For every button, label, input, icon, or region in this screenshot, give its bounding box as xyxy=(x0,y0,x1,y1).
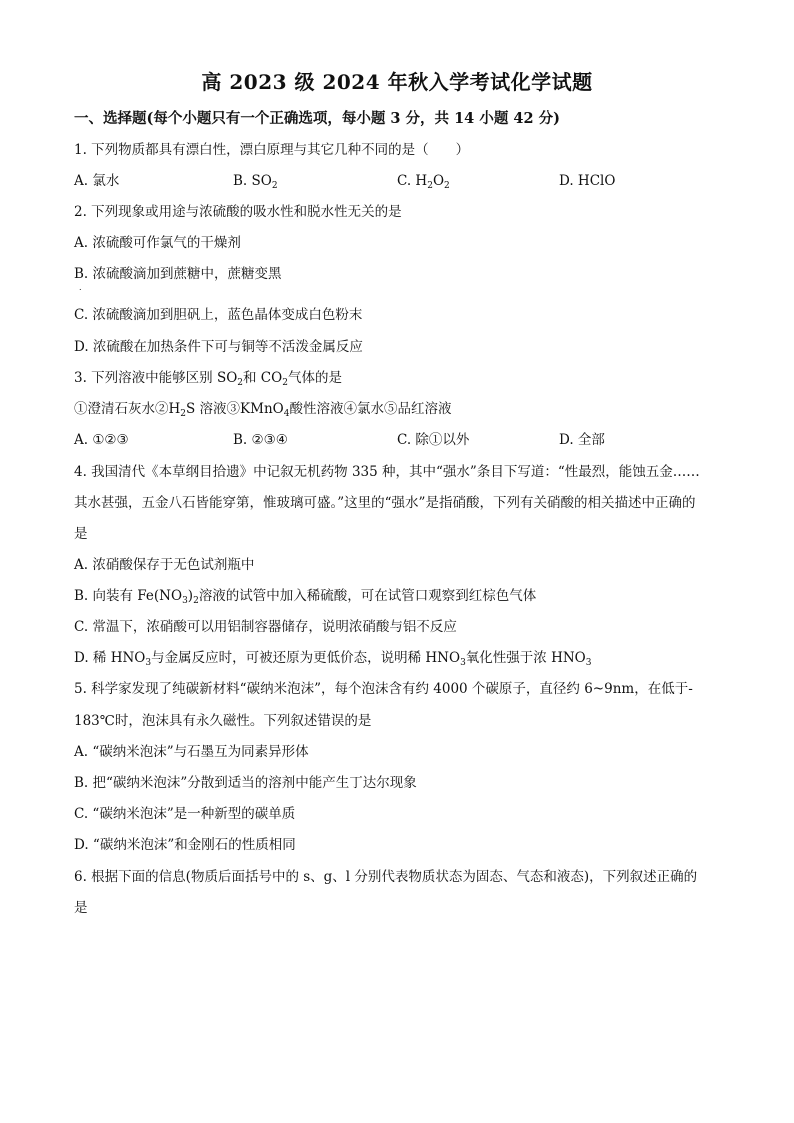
question-1-option-a: A. 氯水 xyxy=(74,173,120,189)
stray-mark: . xyxy=(79,283,82,292)
question-5-stem-line-2: 183℃时，泡沫具有永久磁性。下列叙述错误的是 xyxy=(74,713,372,729)
question-2-stem: 2. 下列现象或用途与浓硫酸的吸水性和脱水性无关的是 xyxy=(74,204,402,220)
question-6-stem-line-2: 是 xyxy=(74,900,88,916)
question-1-stem: 1. 下列物质都具有漂白性，漂白原理与其它几种不同的是（ ） xyxy=(74,142,470,158)
question-4-option-a: A. 浓硝酸保存于无色试剂瓶中 xyxy=(74,557,255,573)
question-3-option-d: D. 全部 xyxy=(559,432,605,448)
question-3-option-c: C. 除①以外 xyxy=(397,432,470,448)
question-5-option-c: C. “碳纳米泡沫”是一种新型的碳单质 xyxy=(74,806,296,822)
question-1-option-c: C. $H_2O_2$ xyxy=(397,173,450,191)
question-3-stem: 3. 下列溶液中能够区别 $SO_2$和 $CO_2$气体的是 xyxy=(74,370,342,388)
question-3-solution-list: ①澄清石灰水$②H_2S$ 溶液③KMnO$_4$酸性溶液④氯水⑤品红溶液 xyxy=(74,401,452,419)
question-5-stem-line-1: 5. 科学家发现了纯碳新材料“碳纳米泡沫”，每个泡沫含有约 4000 个碳原子，直径约 6~9nm，在低于- xyxy=(74,681,693,697)
question-4-option-c: C. 常温下，浓硝酸可以用铝制容器储存，说明浓硝酸与铝不反应 xyxy=(74,619,457,635)
question-4-stem-line-2: 其水甚强，五金八石皆能穿第，惟玻璃可盛。”这里的“强水”是指硝酸，下列有关硝酸的相关描述中正确的 xyxy=(74,495,696,511)
exam-title: 高 2023 级 2024 年秋入学考试化学试题 xyxy=(201,70,593,94)
question-3-option-a: A. ①②③ xyxy=(74,432,129,448)
question-2-option-a: A. 浓硫酸可作氯气的干燥剂 xyxy=(74,235,241,251)
question-2-option-d: D. 浓硫酸在加热条件下可与铜等不活泼金属反应 xyxy=(74,339,363,355)
question-1-option-b: B. $SO_2$ xyxy=(233,173,278,191)
question-1-option-d: D. HClO xyxy=(559,173,616,189)
question-4-option-b: B. 向装有 $Fe(NO_3)_2$溶液的试管中加入稀硫酸，可在试管口观察到红棕色气体 xyxy=(74,588,537,606)
question-5-option-a: A. “碳纳米泡沫”与石墨互为同素异形体 xyxy=(74,744,309,760)
question-2-option-c: C. 浓硫酸滴加到胆矾上，蓝色晶体变成白色粉末 xyxy=(74,307,363,323)
section-heading: 一、选择题(每个小题只有一个正确选项，每小题 3 分，共 14 小题 42 分) xyxy=(74,110,560,127)
question-6-stem-line-1: 6. 根据下面的信息(物质后面括号中的 s、g、l 分别代表物质状态为固态、气态和液态)，下列叙述正确的 xyxy=(74,869,698,885)
question-4-stem-line-1: 4. 我国清代《本草纲目拾遗》中记叙无机药物 335 种，其中“强水”条目下写道：“性最烈，能蚀五金…… xyxy=(74,464,700,480)
question-5-option-d: D. “碳纳米泡沫”和金刚石的性质相同 xyxy=(74,837,296,853)
question-4-option-d: D. 稀 $HNO_3$与金属反应时，可被还原为更低价态，说明稀 $HNO_3$氧化性强于浓 $HNO_3$ xyxy=(74,650,592,668)
question-5-option-b: B. 把“碳纳米泡沫”分散到适当的溶剂中能产生丁达尔现象 xyxy=(74,775,417,791)
question-3-option-b: B. ②③④ xyxy=(233,432,288,448)
question-2-option-b: B. 浓硫酸滴加到蔗糖中，蔗糖变黑 xyxy=(74,266,282,282)
question-4-stem-line-3: 是 xyxy=(74,526,88,542)
